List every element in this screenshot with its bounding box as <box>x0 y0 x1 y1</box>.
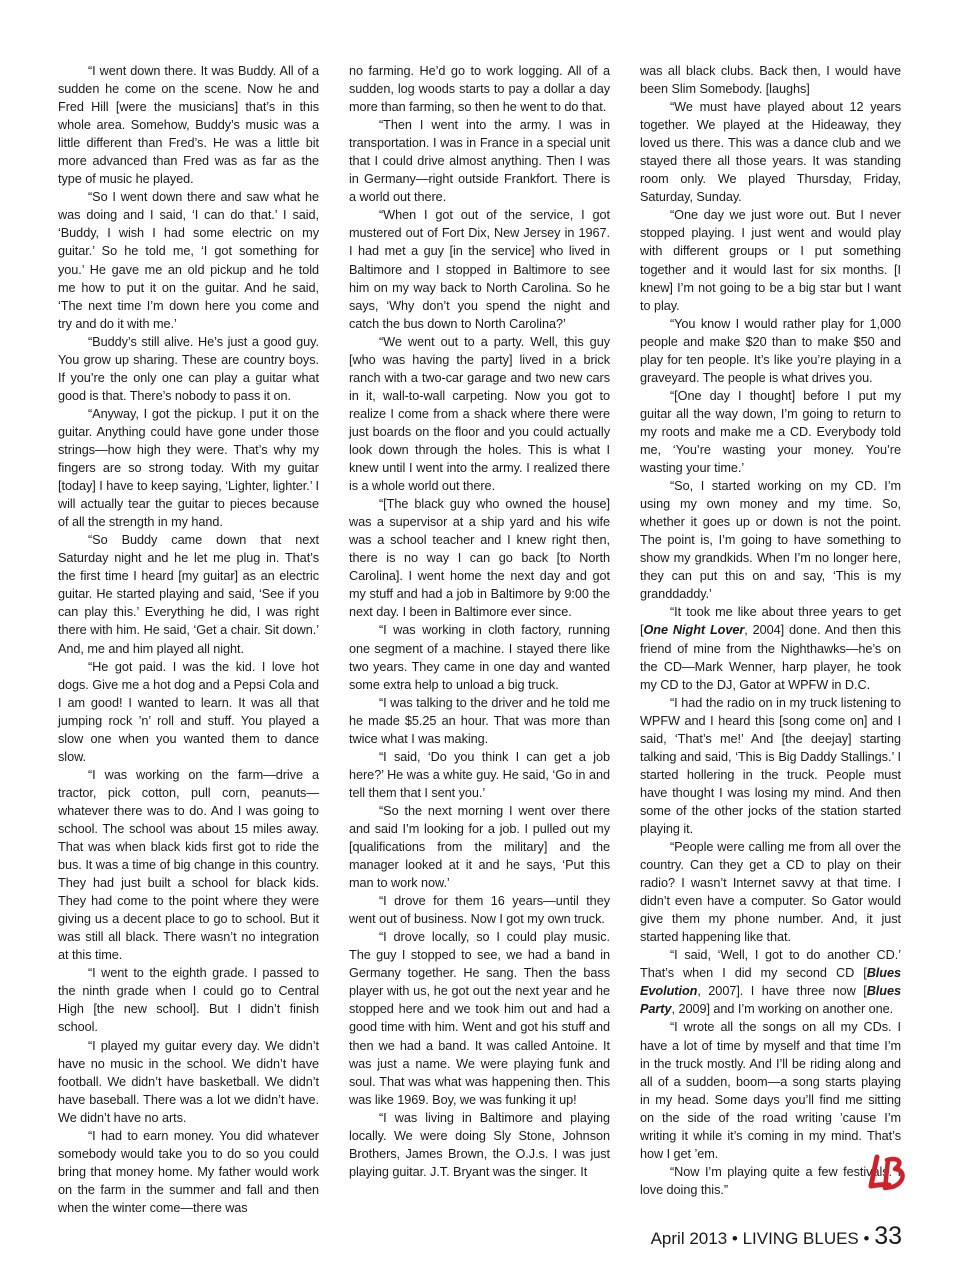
page-footer <box>650 1222 902 1256</box>
paragraph: “People were calling me from all over the country. Can they get a CD to play on their radio? I wasn’t Internet savvy at that time. I didn’t even have a computer. So Gator would give them my phone number. And, it just started happening like that. <box>640 840 901 945</box>
paragraph: “So the next morning I went over there and said I’m looking for a job. I pulled out my [qualifications from the military] and the manager looked at it and he says, ‘Put this man to work now.’ <box>349 803 610 891</box>
paragraph: “So I went down there and saw what he was doing and I said, ‘I can do that.’ I said, ‘Buddy, I wish I had some electric on my guitar.’ So he told me, ‘I got something for you.’ He gave me an old pickup and he told me how to put it on the guitar. And he said, ‘The next time I’m down here you come and try and do it with me.’ <box>58 190 319 331</box>
paragraph: “[The black guy who owned the house] was a supervisor at a ship yard and his wife was a school teacher and I knew right then, there is no way I can go back [to North Carolina]. I went home the next day and got my stuff and had a job in Baltimore by 9:00 the next day. I been in Baltimore ever since. <box>349 497 610 620</box>
paragraph: “I wrote all the songs on all my CDs. I have a lot of time by myself and that time I’m in the truck mostly. And I’ll be riding along and all of a sudden, boom—a song starts playing in my head. Some days you’ll find me sitting on the side of the road writing ’cause I’m writing it while it’s coming in my mind. That’s how I get ’em. <box>640 1020 901 1161</box>
lb-end-mark-icon <box>868 1152 908 1194</box>
paragraph: “So Buddy came down that next Saturday night and he let me plug in. That’s the first time I heard [my guitar] as an electric guitar. He started playing and said, ‘See if you can play this.’ Everything he did, I was right there with him. He said, ‘Get a chair. Sit down.’ And, me and him played all night. <box>58 533 319 656</box>
text-run: , 2007]. I have three now [ <box>697 984 867 999</box>
paragraph: “I drove locally, so I could play music. The guy I stopped to see, we had a band in Germany together. He sang. Then the bass player with us, he got out the next year and he stopped here and we took him out and had a good time with him. Went and got his stuff and then we had a band. It was called Antoine. It was just a name. We were playing funk and soul. That was what was happening then. This was like 1969. Boy, we was funking it up! <box>349 930 610 1107</box>
magazine-name: LIVING BLUES <box>742 1229 859 1248</box>
paragraph: “We went out to a party. Well, this guy [who was having the party] lived in a brick ranch with a two-car garage and two new cars in it, wall-to-wall carpeting. Now you got to realize I come from a shack where there were just boards on the floor and you could actually look down through the holes. This is what I knew until I went into the army. I realized there is a whole world out there. <box>349 334 610 494</box>
paragraph: “I had the radio on in my truck listening to WPFW and I heard this [song come on] and I said, ‘That’s me!’ And [the deejay] starting talking and said, ‘This is Big Daddy Stallings.’ I started hollering in the truck. People must have thought I was losing my mind. And then some of the other jocks of the station started playing it. <box>640 695 901 836</box>
paragraph: “I drove for them 16 years—until they went out of business. Now I got my own truck. <box>349 894 610 927</box>
paragraph: “I was living in Baltimore and playing locally. We were doing Sly Stone, Johnson Brothers, James Brown, the O.J.s. I was just playing guitar. J.T. Bryant was the singer. It <box>349 1110 610 1179</box>
paragraph: “Now I’m playing quite a few festivals. I love doing this.” <box>640 1164 901 1197</box>
article-column-2 <box>349 62 610 1181</box>
paragraph-continued: was all black clubs. Back then, I would have been Slim Somebody. [laughs] <box>640 64 901 97</box>
footer-bullet: • <box>727 1229 743 1248</box>
paragraph <box>640 946 901 1018</box>
paragraph: “You know I would rather play for 1,000 people and make $20 than to make $50 and play for ten people. It’s like you’re playing in a graveyard. The people is what drives you. <box>640 316 901 385</box>
text-run: , 2004] done. And then this friend of mine from the Nighthawks—he’s on the CD—Mark Wenner, harp player, he took my CD to the DJ, Gator at WPFW in D.C. <box>640 623 901 692</box>
paragraph: “When I got out of the service, I got mustered out of Fort Dix, New Jersey in 1967. I had met a guy [in the service] who lived in Baltimore and I stopped in Baltimore to see him on my way back to North Carolina. So he says, ‘Why don’t you spend the night and catch the bus down to North Carolina?’ <box>349 208 610 331</box>
paragraph: “I was working in cloth factory, running one segment of a machine. I stayed there like two years. They came in one day and wanted some extra help to unload a big truck. <box>349 623 610 692</box>
paragraph: “[One day I thought] before I put my guitar all the way down, I’m going to return to my roots and make me a CD. Everybody told me, ‘You’re wasting your money. You’re wasting your time.’ <box>640 388 901 476</box>
paragraph: “I went to the eighth grade. I passed to the ninth grade when I could go to Central High [the new school]. But I didn’t finish school. <box>58 966 319 1035</box>
issue-date: April 2013 <box>650 1229 728 1248</box>
footer-bullet: • <box>858 1229 875 1248</box>
paragraph: “Buddy’s still alive. He’s just a good guy. You grow up sharing. These are country boys. If you’re the only one can play a guitar what good is that. There’s nobody to pass it on. <box>58 334 319 403</box>
paragraph: “Anyway, I got the pickup. I put it on the guitar. Anything could have gone under those strings—how high they were. That’s why my fingers are so strong today. With my guitar [today] I have to keep saying, ‘Lighter, lighter.’ I will actually tear the guitar to pieces because of all the strength in my hand. <box>58 406 319 530</box>
paragraph <box>640 603 901 693</box>
album-title: Blues Evolution <box>640 966 901 999</box>
paragraph: “So, I started working on my CD. I’m using my own money and my time. So, whether it goes up or down is not the point. The point is, I’m going to have something to show my grandkids. When I’m no longer here, they can put this on and say, ‘This is my granddaddy.’ <box>640 479 901 602</box>
paragraph: “Then I went into the army. I was in transportation. I was in France in a special unit that I could drive almost anything. Then I was in Germany—right outside Frankfort. There is a world out there. <box>349 118 610 205</box>
text-run: “I said, ‘Well, I got to do another CD.’ That’s when I did my second CD [ <box>640 948 901 981</box>
paragraph: “He got paid. I was the kid. I love hot dogs. Give me a hot dog and a Pepsi Cola and I am good! I wanted to learn. It was all that jumping rock ’n’ roll and stuff. You played a slow one when you wanted them to dance slow. <box>58 659 319 764</box>
text-run: , 2009] and I’m working on another one. <box>671 1002 894 1017</box>
page-number: 33 <box>874 1222 902 1250</box>
paragraph: “I played my guitar every day. We didn’t have no music in the school. We didn’t have football. We didn’t have basketball. We didn’t have baseball. There was a lot we didn’t have. We didn’t have no arts. <box>58 1038 319 1125</box>
article-column-1 <box>58 62 319 1217</box>
paragraph: “I went down there. It was Buddy. All of a sudden he come on the scene. Now he and Fred Hill [were the musicians] that’s in this whole area. Somehow, Buddy’s music was a little different than Fred’s. He was a little bit more advanced than Fred was as far as the type of music he played. <box>58 64 319 187</box>
paragraph: “I was working on the farm—drive a tractor, pick cotton, pull corn, peanuts—whatever there was to do. And I was going to school. The school was about 15 miles away. That was when black kids first got to ride the bus. It was a time of big change in this country. They had just built a school for black kids. They had come to the point where they were giving us a decent place to go to school. But it was still all black. There wasn’t no integration at this time. <box>58 767 319 963</box>
article-column-3 <box>640 62 901 1199</box>
text-run: “It took me like about three years to get [ <box>640 605 901 638</box>
paragraph-continued: no farming. He’d go to work logging. All of a sudden, log woods starts to pay a dollar a day more than farming, so then he went to do that. <box>349 64 610 115</box>
paragraph: “One day we just wore out. But I never stopped playing. I just went and would play with different groups or I put something together and it would last for six months. [I knew] I’m not going to be a big star but I want to play. <box>640 208 901 313</box>
album-title: One Night Lover <box>643 623 745 638</box>
paragraph: “I was talking to the driver and he told me he made $5.25 an hour. That was more than twice what I was making. <box>349 695 610 746</box>
album-title: Blues Party <box>640 984 901 1017</box>
paragraph: “I had to earn money. You did whatever somebody would take you to do so you could bring that money home. My father would work on the farm in the summer and fall and then when the winter come—there was <box>58 1128 319 1215</box>
paragraph: “We must have played about 12 years together. We played at the Hideaway, they loved us there. This was a dance club and we stayed there all those years. It was standing room only. We played Thursday, Friday, Saturday, Sunday. <box>640 100 901 205</box>
paragraph: “I said, ‘Do you think I can get a job here?’ He was a white guy. He said, ‘Go in and tell them that I sent you.’ <box>349 749 610 800</box>
